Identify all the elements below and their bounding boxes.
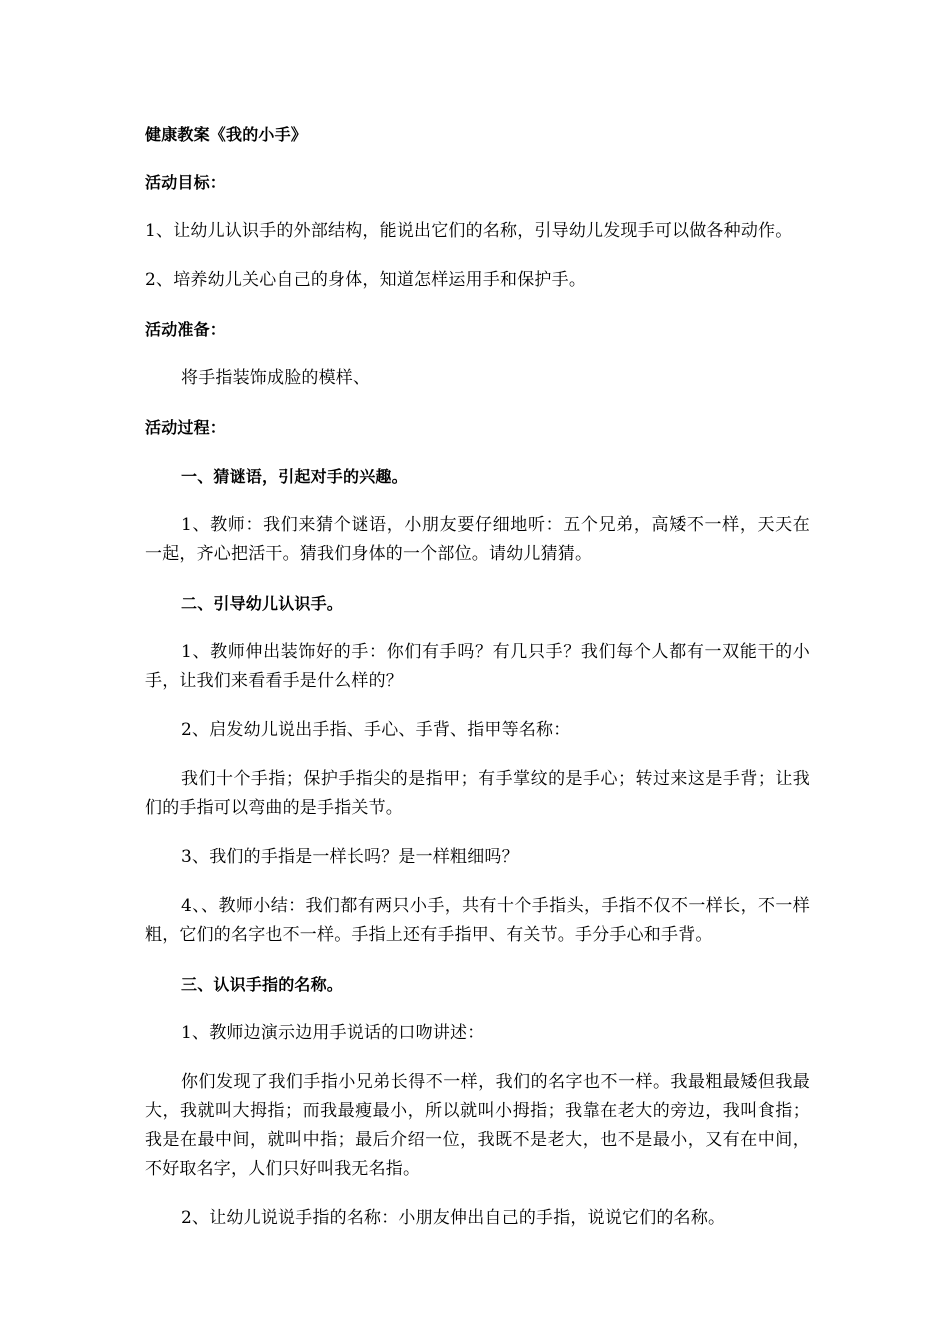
step-2-heading: 二、引导幼儿认识手。: [181, 594, 344, 613]
step-3-paragraph-3: 2、让幼儿说说手指的名称：小朋友伸出自己的手指，说说它们的名称。: [181, 1208, 726, 1228]
step-2-paragraph-4: 3、我们的手指是一样长吗？是一样粗细吗？: [181, 847, 519, 867]
goal-2-paragraph: 2、培养幼儿关心自己的身体，知道怎样运用手和保护手。: [145, 270, 587, 290]
process-heading: 活动过程：: [145, 418, 227, 437]
document-body: [145, 120, 810, 1253]
goals-heading: 活动目标：: [145, 173, 227, 192]
document-title: 健康教案《我的小手》: [145, 125, 308, 144]
step-2-paragraph-5: 4、、教师小结：我们都有两只小手，共有十个手指头，手指不仅不一样长，不一样粗，它们的名字也不一样。手指上还有手指甲、有关节。手分手心和手背。: [145, 896, 810, 945]
step-3-heading: 三、认识手指的名称。: [181, 975, 344, 994]
step-2-paragraph-1: 1、教师伸出装饰好的手：你们有手吗？有几只手？我们每个人都有一双能干的小手，让我们来看看手是什么样的？: [145, 642, 810, 691]
prep-paragraph: 将手指装饰成脸的模样、: [181, 368, 371, 388]
prep-heading: 活动准备：: [145, 320, 227, 339]
step-2-paragraph-3: 我们十个手指；保护手指尖的是指甲；有手掌纹的是手心；转过来这是手背；让我们的手指可以弯曲的是手指关节。: [145, 769, 810, 818]
step-1-paragraph-1: 1、教师：我们来猜个谜语，小朋友要仔细地听：五个兄弟，高矮不一样，天天在一起，齐心把活干。猜我们身体的一个部位。请幼儿猜猜。: [145, 515, 810, 564]
goal-1-paragraph: 1、让幼儿认识手的外部结构，能说出它们的名称，引导幼儿发现手可以做各种动作。: [145, 221, 793, 241]
step-1-heading: 一、猜谜语，引起对手的兴趣。: [181, 467, 408, 486]
step-3-paragraph-1: 1、教师边演示边用手说话的口吻讲述：: [181, 1023, 485, 1043]
step-2-paragraph-2: 2、启发幼儿说出手指、手心、手背、指甲等名称：: [181, 720, 571, 740]
step-3-paragraph-2: 你们发现了我们手指小兄弟长得不一样，我们的名字也不一样。我最粗最矮但我最大，我就叫大拇指；而我最瘦最小，所以就叫小拇指；我靠在老大的旁边，我叫食指；我是在最中间，就叫中指；最后介绍一位，我既不是老大，也不是最小，又有在中间，不好取名字，人们只好叫我无名指。: [145, 1072, 810, 1179]
